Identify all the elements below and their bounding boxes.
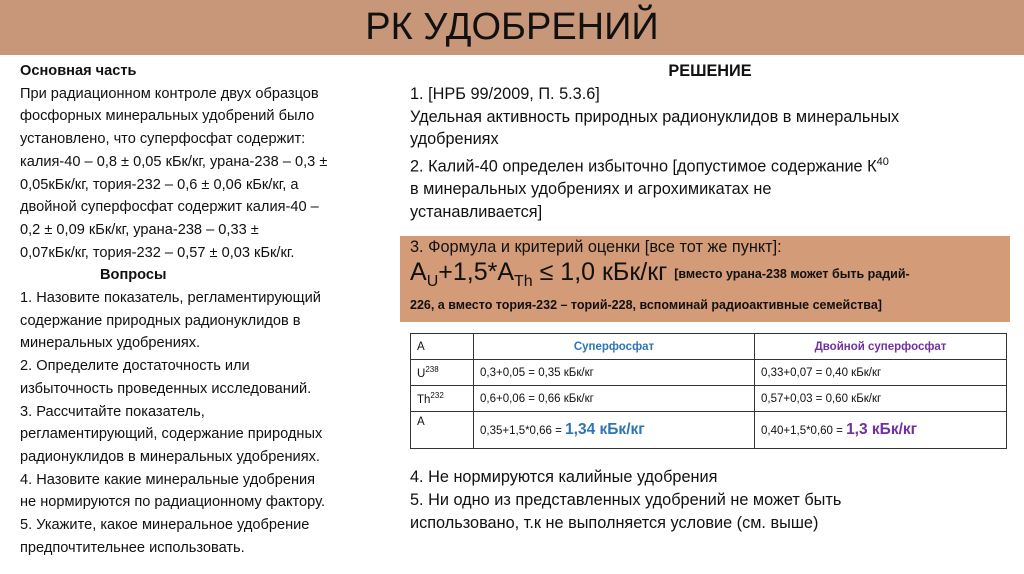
text-line: 1. Назовите показатель, регламентирующий: [20, 290, 321, 307]
text-line: не нормируются по радиационному фактору.: [20, 494, 326, 511]
calculation-table: [410, 333, 1007, 449]
row-label: Th: [417, 393, 431, 406]
formula-subscript: U: [426, 273, 439, 290]
table-cell: [474, 412, 755, 449]
formula: [410, 258, 910, 291]
table-cell: [411, 360, 474, 386]
text-line: минеральных удобрениях.: [20, 335, 201, 352]
text-line: регламентирующий, содержание природных: [20, 426, 323, 443]
formula-subscript: Th: [514, 273, 533, 290]
formula-part: A: [410, 258, 427, 286]
questions-heading: Вопросы: [100, 267, 167, 284]
slide-title: РК УДОБРЕНИЙ: [365, 6, 659, 48]
row-label-sup: 232: [430, 391, 444, 401]
text-line: 1. [НРБ 99/2009, П. 5.3.6]: [410, 84, 600, 103]
text-line: установлено, что суперфосфат содержит:: [20, 131, 306, 148]
text-line: устанавливается]: [410, 203, 543, 222]
table-header-row: [411, 334, 1007, 360]
task-intro: [20, 83, 405, 265]
table-cell: [411, 386, 474, 412]
table-row: [411, 386, 1007, 412]
row-label-sup: 238: [425, 365, 439, 375]
text-line: 5. Ни одно из представленных удобрений не может быть: [410, 490, 842, 509]
formula-note: 226, а вместо тория-232 – торий-228, вспоминай радиоактивные семейства]: [410, 298, 882, 312]
table-header: Двойной суперфосфат: [755, 334, 1007, 360]
cell-text: 0,35+1,5*0,66 =: [480, 425, 566, 437]
text-line: Удельная активность природных радионуклидов в минеральных: [410, 107, 900, 126]
text-line: радионуклидов в минеральных удобрениях.: [20, 448, 320, 465]
table-row: [411, 412, 1007, 449]
formula-note: [вместо урана-238 может быть радий-: [674, 267, 910, 281]
text-line: калия-40 – 0,8 ± 0,05 кБк/кг, урана-238 – 0,3 ±: [20, 153, 328, 170]
text-line: двойной суперфосфат содержит калия-40 –: [20, 199, 319, 216]
text-line: предпочтительнее использовать.: [20, 539, 245, 556]
text-line: 3. Рассчитайте показатель,: [20, 403, 205, 420]
result-double-superphosphate: 1,3 кБк/кг: [846, 421, 918, 438]
task-column: [20, 60, 405, 559]
formula-part: +1,5*A: [438, 258, 515, 286]
table-cell: A: [411, 412, 474, 449]
text-line: удобрениях: [410, 130, 499, 149]
text-line: 2. Определите достаточность или: [20, 358, 250, 375]
table-row: [411, 360, 1007, 386]
table-cell: 0,57+0,03 = 0,60 кБк/кг: [755, 386, 1007, 412]
text-line: 4. Не нормируются калийные удобрения: [410, 468, 718, 486]
text-line: избыточность проведенных исследований.: [20, 380, 312, 397]
text-line: 0,2 ± 0,09 кБк/кг, урана-238 – 0,33 ±: [20, 221, 259, 238]
solution-heading: РЕШЕНИЕ: [668, 62, 752, 80]
table-cell: [755, 412, 1007, 449]
conclusions: [410, 466, 841, 534]
title-bar: [0, 0, 1024, 55]
k-superscript: 40: [876, 156, 889, 169]
text-line: фосфорных минеральных удобрений было: [20, 108, 315, 125]
formula-heading: 3. Формула и критерий оценки [все тот же пункт]:: [410, 238, 782, 256]
text-line: 4. Назовите какие минеральные удобрения: [20, 471, 316, 488]
table-header: Суперфосфат: [474, 334, 755, 360]
table-cell: 0,3+0,05 = 0,35 кБк/кг: [474, 360, 755, 386]
table-cell: 0,6+0,06 = 0,66 кБк/кг: [474, 386, 755, 412]
task-heading: Основная часть: [20, 63, 137, 79]
text-line: При радиационном контроле двух образцов: [20, 85, 319, 102]
solution-column: [410, 60, 1010, 224]
text-line: 0,05кБк/кг, тория-232 – 0,6 ± 0,06 кБк/кг, а: [20, 176, 299, 193]
formula-part: ≤ 1,0 кБк/кг: [532, 258, 675, 286]
formula-highlight-box: [400, 236, 1010, 322]
text-line: содержание природных радионуклидов в: [20, 312, 301, 329]
questions-list: [20, 287, 405, 559]
text-line: 5. Укажите, какое минеральное удобрение: [20, 517, 310, 534]
text-line: в минеральных удобрениях и агрохимикатах не: [410, 180, 772, 199]
table-cell: 0,33+0,07 = 0,40 кБк/кг: [755, 360, 1007, 386]
text-span: 2. Калий-40 определен избыточно [допустимое содержание К: [410, 157, 877, 176]
cell-text: 0,40+1,5*0,60 =: [761, 425, 847, 437]
table-header: A: [411, 334, 474, 360]
result-superphosphate: 1,34 кБк/кг: [565, 421, 645, 438]
text-line: 0,07кБк/кг, тория-232 – 0,57 ± 0,03 кБк/кг.: [20, 244, 295, 261]
row-label: U: [417, 367, 426, 380]
text-line: использовано, т.к не выполняется условие (см. выше): [410, 513, 819, 532]
text-line: [410, 151, 1010, 178]
